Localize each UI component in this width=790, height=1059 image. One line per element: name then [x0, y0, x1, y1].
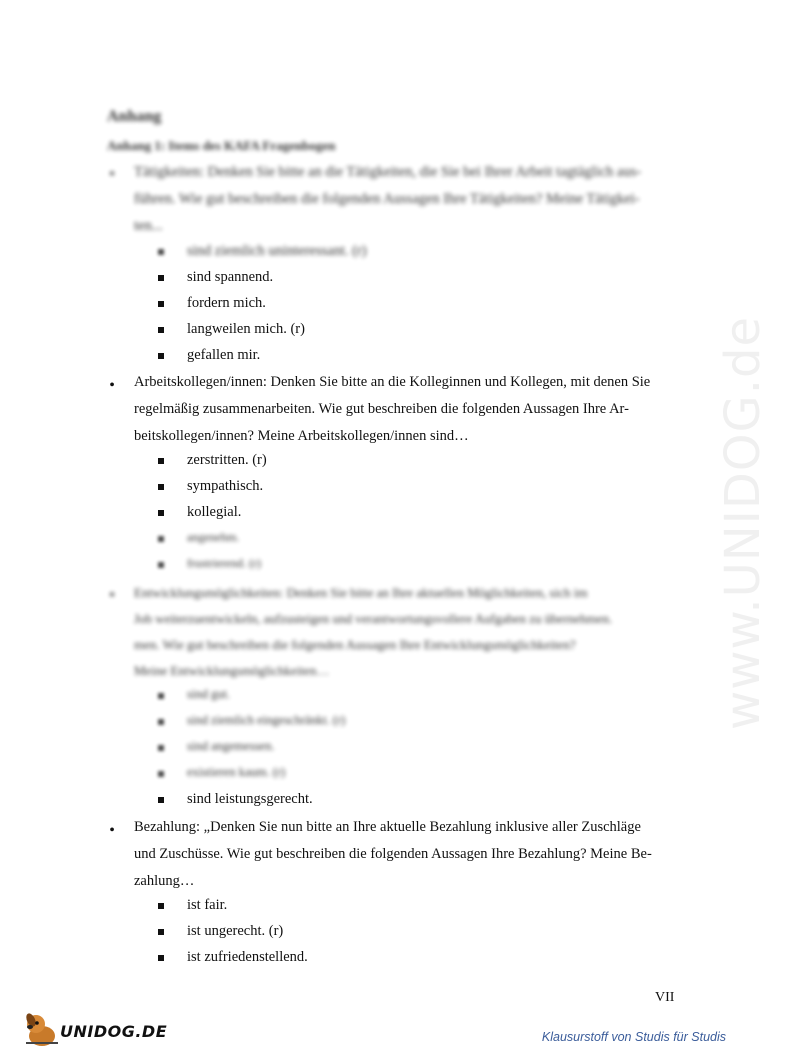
section-3-line-1: Entwicklungsmöglichkeiten: Denken Sie bitte an Ihre aktuellen Möglichkeiten, sich im — [134, 585, 588, 600]
section-3-item-1: sind gut. — [187, 687, 231, 701]
appendix-subheading: Anhang 1: Items des KAFA Fragenbogen — [107, 138, 336, 153]
bullet-icon: • — [109, 166, 115, 183]
section-3-item-3: sind angemessen. — [187, 739, 275, 753]
watermark-text: www.UNIDOG.de — [715, 315, 771, 730]
page-number: VII — [655, 990, 675, 1005]
footer-tagline: Klausurstoff von Studis für Studis — [541, 1030, 726, 1044]
square-bullet-icon — [158, 484, 164, 490]
bullet-icon: • — [109, 587, 115, 604]
bullet-icon: • — [109, 822, 115, 839]
section-2-line-2: regelmäßig zusammenarbeiten. Wie gut beschreiben die folgenden Aussagen Ihre Ar- — [134, 401, 629, 417]
square-bullet-icon — [158, 458, 164, 464]
section-4-item-2: ist ungerecht. (r) — [187, 923, 284, 939]
section-2-item-1: zerstritten. (r) — [187, 452, 267, 468]
section-1-line-3: ten... — [134, 218, 163, 234]
section-2-item-2: sympathisch. — [187, 478, 264, 494]
square-bullet-icon — [158, 745, 164, 751]
section-1-item-4: langweilen mich. (r) — [187, 321, 305, 337]
square-bullet-icon — [158, 797, 164, 803]
section-4-line-2: und Zuschüsse. Wie gut beschreiben die folgenden Aussagen Ihre Bezahlung? Meine Be- — [134, 846, 652, 862]
square-bullet-icon — [158, 275, 164, 281]
square-bullet-icon — [158, 562, 164, 568]
section-1-item-5: gefallen mir. — [187, 347, 261, 363]
square-bullet-icon — [158, 327, 164, 333]
bullet-icon: • — [109, 377, 115, 394]
watermark — [620, 260, 790, 730]
square-bullet-icon — [158, 536, 164, 542]
section-4-line-1: Bezahlung: „Denken Sie nun bitte an Ihre aktuelle Bezahlung inklusive aller Zuschläge — [134, 819, 641, 835]
section-2-item-3: kollegial. — [187, 504, 242, 520]
section-1-line-1: Tätigkeiten: Denken Sie bitte an die Tätigkeiten, die Sie bei Ihrer Arbeit tagtäglich aus- — [134, 164, 642, 180]
section-1-item-3: fordern mich. — [187, 295, 266, 311]
section-3-line-2: Job weiterzuentwickeln, aufzusteigen und verantwortungsvollere Aufgaben zu übernehmen. — [134, 611, 613, 626]
unidog-logo[interactable] — [22, 1010, 168, 1050]
appendix-heading: Anhang — [107, 108, 162, 125]
section-1-line-2: führen. Wie gut beschreiben die folgenden Aussagen Ihre Tätigkeiten? Meine Tätigkei- — [134, 191, 640, 207]
section-2-line-1: Arbeitskollegen/innen: Denken Sie bitte an die Kolleginnen und Kollegen, mit denen Sie — [134, 374, 651, 390]
section-4-item-3: ist zufriedenstellend. — [187, 949, 308, 965]
square-bullet-icon — [158, 693, 164, 699]
section-2-line-3: beitskollegen/innen? Meine Arbeitskollegen/innen sind… — [134, 428, 469, 444]
square-bullet-icon — [158, 929, 164, 935]
section-4-line-3: zahlung… — [134, 873, 195, 889]
square-bullet-icon — [158, 719, 164, 725]
section-3-line-3: men. Wie gut beschreiben die folgenden Aussagen Ihre Entwicklungsmöglichkeiten? — [134, 637, 576, 652]
section-3-item-2: sind ziemlich eingeschränkt. (r) — [187, 713, 346, 727]
square-bullet-icon — [158, 510, 164, 516]
dog-icon — [22, 1010, 62, 1050]
square-bullet-icon — [158, 771, 164, 777]
section-3-item-5: sind leistungsgerecht. — [187, 791, 313, 807]
section-1-item-1: sind ziemlich uninteressant. (r) — [187, 243, 367, 259]
section-4-item-1: ist fair. — [187, 897, 228, 913]
section-3-line-4: Meine Entwicklungsmöglichkeiten… — [134, 663, 330, 678]
square-bullet-icon — [158, 249, 164, 255]
section-2-item-5: frustrierend. (r) — [187, 556, 261, 570]
square-bullet-icon — [158, 301, 164, 307]
section-2-item-4: angenehm. — [187, 530, 240, 544]
logo-text: UNIDOG.DE — [60, 1022, 168, 1041]
square-bullet-icon — [158, 353, 164, 359]
square-bullet-icon — [158, 903, 164, 909]
section-1-item-2: sind spannend. — [187, 269, 274, 285]
section-3-item-4: existieren kaum. (r) — [187, 765, 286, 779]
square-bullet-icon — [158, 955, 164, 961]
